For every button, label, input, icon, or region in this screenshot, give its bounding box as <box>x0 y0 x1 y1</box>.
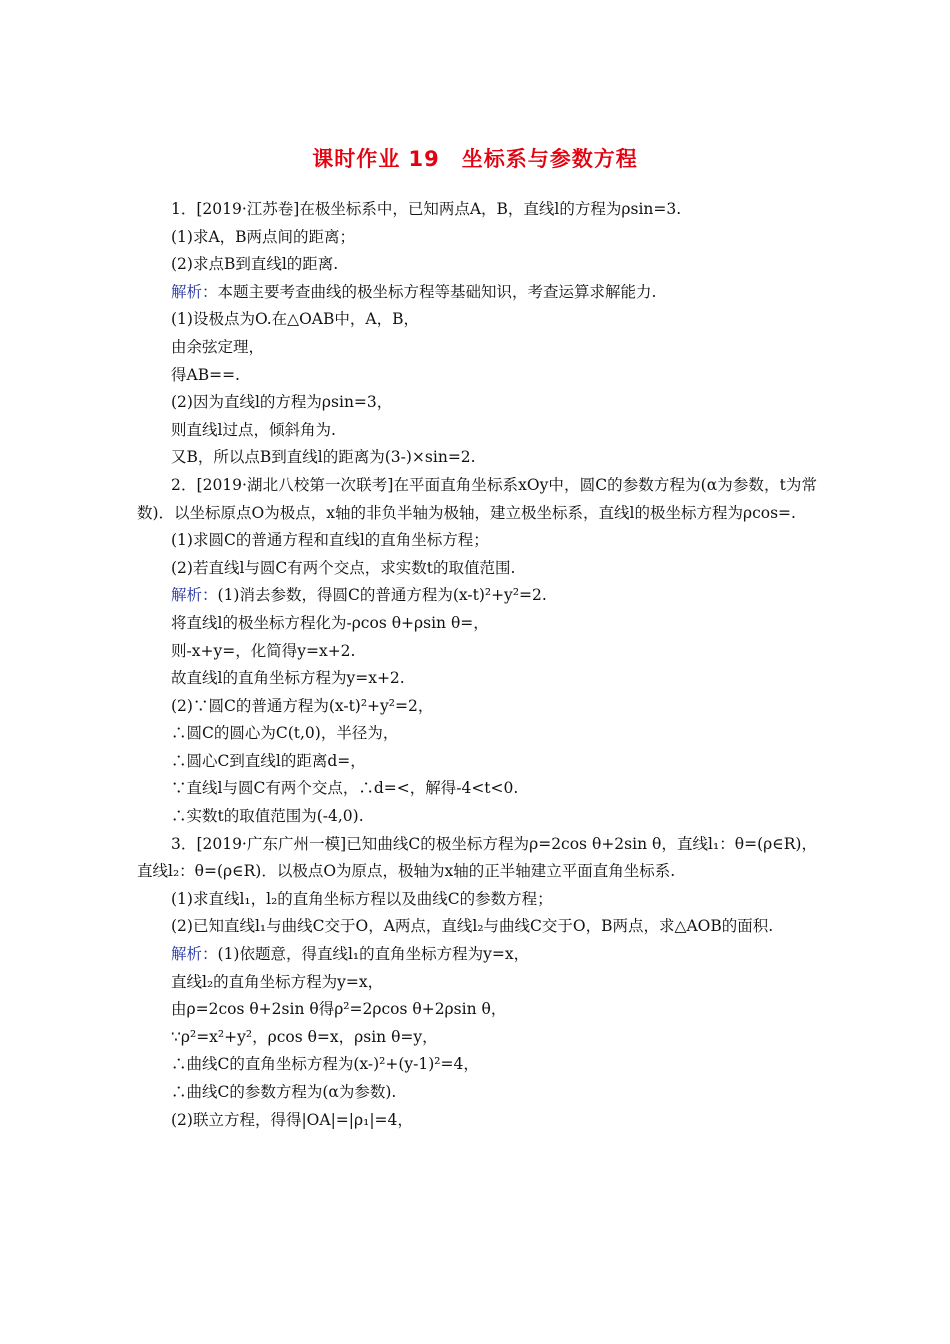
analysis-text: 本题主要考查曲线的极坐标方程等基础知识，考查运算求解能力. <box>217 282 657 301</box>
solution-line: 故直线l的直角坐标方程为y=x+2. <box>171 669 405 688</box>
solution-line: 直线l₂的直角坐标方程为y=x， <box>171 972 384 991</box>
problem-3-part-2: (2)已知直线l₁与曲线C交于O，A两点，直线l₂与曲线C交于O，B两点，求△AOB的面积. <box>171 917 774 936</box>
solution-line: 得AB==. <box>171 365 240 384</box>
solution-line: ∴曲线C的参数方程为(α为参数). <box>171 1083 397 1101</box>
solution-line: 由余弦定理， <box>171 337 265 356</box>
solution-line: ∴曲线C的直角坐标方程为(x-)²+(y-1)²=4， <box>171 1055 479 1074</box>
problem-1-part-2: (2)求点B到直线l的距离. <box>171 255 339 274</box>
solution-line: 又B，所以点B到直线l的距离为(3-)×sin=2. <box>171 448 476 467</box>
problem-2-analysis <box>137 582 817 610</box>
problem-3-analysis <box>137 941 817 969</box>
page-title: 课时作业 19 坐标系与参数方程 <box>312 147 638 171</box>
solution-line: 则直线l过点，倾斜角为. <box>171 420 336 439</box>
analysis-label: 解析： <box>171 945 218 964</box>
solution-line: ∴圆C的圆心为C(t,0)，半径为， <box>171 724 399 743</box>
analysis-text: (1)依题意，得直线l₁的直角坐标方程为y=x， <box>217 945 530 964</box>
problem-3-statement: 3．[2019·广东广州一模]已知曲线C的极坐标方程为ρ=2cos θ+2sin θ，直线l₁：θ=(ρ∈R)，直线l₂：θ=(ρ∈R)．以极点O为原点，极轴为x轴的正半轴建立平面直角坐标系. <box>137 834 817 881</box>
problem-1-analysis <box>137 279 817 307</box>
problem-2-part-1: (1)求圆C的普通方程和直线l的直角坐标方程； <box>171 531 489 550</box>
solution-line: 则-x+y=，化简得y=x+2. <box>171 641 356 660</box>
problem-2-statement: 2．[2019·湖北八校第一次联考]在平面直角坐标系xOy中，圆C的参数方程为(α为参数，t为常数)．以坐标原点O为极点，x轴的非负半轴为极轴，建立极坐标系，直线l的极坐标方程为ρcos=. <box>137 475 817 522</box>
analysis-label: 解析： <box>171 282 218 301</box>
problem-2-part-2: (2)若直线l与圆C有两个交点，求实数t的取值范围. <box>171 558 516 577</box>
solution-line: ∵直线l与圆C有两个交点，∴d=<，解得-4<t<0. <box>171 779 519 798</box>
solution-line: (2)联立方程，得得|OA|=|ρ₁|=4， <box>171 1110 413 1129</box>
solution-line: 由ρ=2cos θ+2sin θ得ρ²=2ρcos θ+2ρsin θ， <box>171 1000 507 1019</box>
solution-line: (2)∵圆C的普通方程为(x-t)²+y²=2， <box>171 696 434 715</box>
solution-line: (2)因为直线l的方程为ρsin=3， <box>171 393 393 412</box>
problem-3-part-1: (1)求直线l₁，l₂的直角坐标方程以及曲线C的参数方程； <box>171 889 553 908</box>
analysis-label: 解析： <box>171 586 218 605</box>
problem-1-statement: 1．[2019·江苏卷]在极坐标系中，已知两点A，B，直线l的方程为ρsin=3. <box>171 200 682 218</box>
problem-1-part-1: (1)求A，B两点间的距离； <box>171 227 356 246</box>
document-body <box>137 196 817 1134</box>
solution-line: ∵ρ²=x²+y²，ρcos θ=x，ρsin θ=y， <box>171 1027 438 1046</box>
solution-line: (1)设极点为O.在△OAB中，A，B， <box>171 310 419 329</box>
solution-line: ∴圆心C到直线l的距离d=， <box>171 751 366 770</box>
solution-line: 将直线l的极坐标方程化为-ρcos θ+ρsin θ=， <box>171 613 489 632</box>
analysis-text: (1)消去参数，得圆C的普通方程为(x-t)²+y²=2. <box>217 586 547 605</box>
solution-line: ∴实数t的取值范围为(-4,0). <box>171 807 364 826</box>
